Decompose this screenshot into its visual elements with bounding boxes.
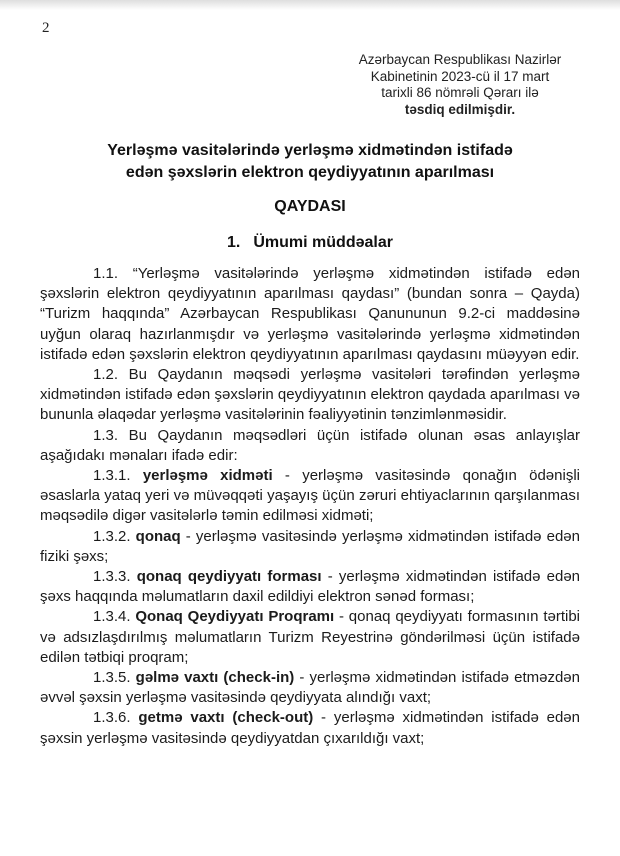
section-number: 1.	[227, 233, 241, 251]
paragraph-1-3-4: 1.3.4. Qonaq Qeydiyyatı Proqramı - qonaq qeydiyyatı formasının tərtibi və adsızlaşdırılmış məlumatların Turizm Reyestrinə göndərilməsi üçün istifadə edilən tətbiqi proqram;	[40, 608, 581, 666]
paragraph-1-3-3: 1.3.3. qonaq qeydiyyatı forması - yerləşmə xidmətindən istifadə edən şəxs haqqında məlumatların daxil edildiyi elektron sənəd forması;	[40, 568, 580, 606]
approval-line: Kabinetinin 2023-cü il 17 mart	[370, 68, 550, 84]
approval-line: tarixli 86 nömrəli Qərarı ilə	[381, 85, 539, 100]
page-top-shadow	[0, 0, 620, 10]
approval-block	[310, 52, 610, 118]
document-title-line: edən şəxslərin elektron qeydiyyatının aparılması	[125, 163, 495, 181]
page-number: 2	[42, 20, 50, 36]
document-subtitle: QAYDASI	[274, 198, 346, 215]
paragraph-1-3-5: 1.3.5. gəlmə vaxtı (check-in) - yerləşmə xidmətindən istifadə etməzdən əvvəl şəxsin yerləşmə vasitəsində qeydiyyata alındığı vaxt;	[40, 669, 580, 707]
section-label: Ümumi müddəalar	[253, 233, 393, 251]
section-heading	[0, 232, 620, 254]
paragraph-1-3: 1.3. Bu Qaydanın məqsədləri üçün istifadə olunan əsas anlayışlar aşağıdakı mənaları ifadə edir:	[40, 426, 581, 464]
paragraph-1-3-6: 1.3.6. getmə vaxtı (check-out) - yerləşmə xidmətindən istifadə edən şəxsin yerləşmə vasitəsində qeydiyyatdan çıxarıldığı vaxt;	[40, 709, 580, 747]
paragraph-1-3-2: 1.3.2. qonaq - yerləşmə vasitəsində yerləşmə xidmətindən istifadə edən fiziki şəxs;	[40, 527, 580, 565]
document-paragraphs	[40, 264, 580, 749]
paragraph-1-1: 1.1. “Yerləşmə vasitələrində yerləşmə xidmətindən istifadə edən şəxslərin elektron qeydiyyatının aparılması qaydası” (bundan sonra – Qayda) “Turizm haqqında” Azərbaycan Respublikası Qanununun 9.2-ci maddəsinə uyğun olaraq hazırlanmışdır və yerləşmə vasitələrində yerləşmə xidmətindən istifadə edən şəxslərin elektron qeydiyyatının aparılması qaydasını müəyyən edir.	[40, 265, 580, 363]
approval-line-bold: təsdiq edilmişdir.	[404, 101, 516, 117]
paragraph-1-3-1: 1.3.1. yerləşmə xidməti - yerləşmə vasitəsində qonağın ödənişli əsaslarla yataq yeri və müvəqqəti yaşayış üçün zəruri ehtiyaclarının qarşılanması məqsədilə digər vasitələrlə təmin edilməsi xidməti;	[40, 467, 580, 525]
approval-line: Azərbaycan Respublikası Nazirlər	[358, 52, 562, 67]
document-title	[0, 140, 620, 183]
document-title-line: Yerləşmə vasitələrində yerləşmə xidmətindən istifadə	[107, 142, 513, 159]
paragraph-1-2: 1.2. Bu Qaydanın məqsədi yerləşmə vasitələri tərəfindən yerləşmə xidmətindən istifadə edən şəxslərin qeydiyyatının elektron qaydada aparılması və bununla əlaqədar yerləşmə vasitələrinin fəaliyyətinin tənzimlənməsidir.	[40, 366, 581, 424]
